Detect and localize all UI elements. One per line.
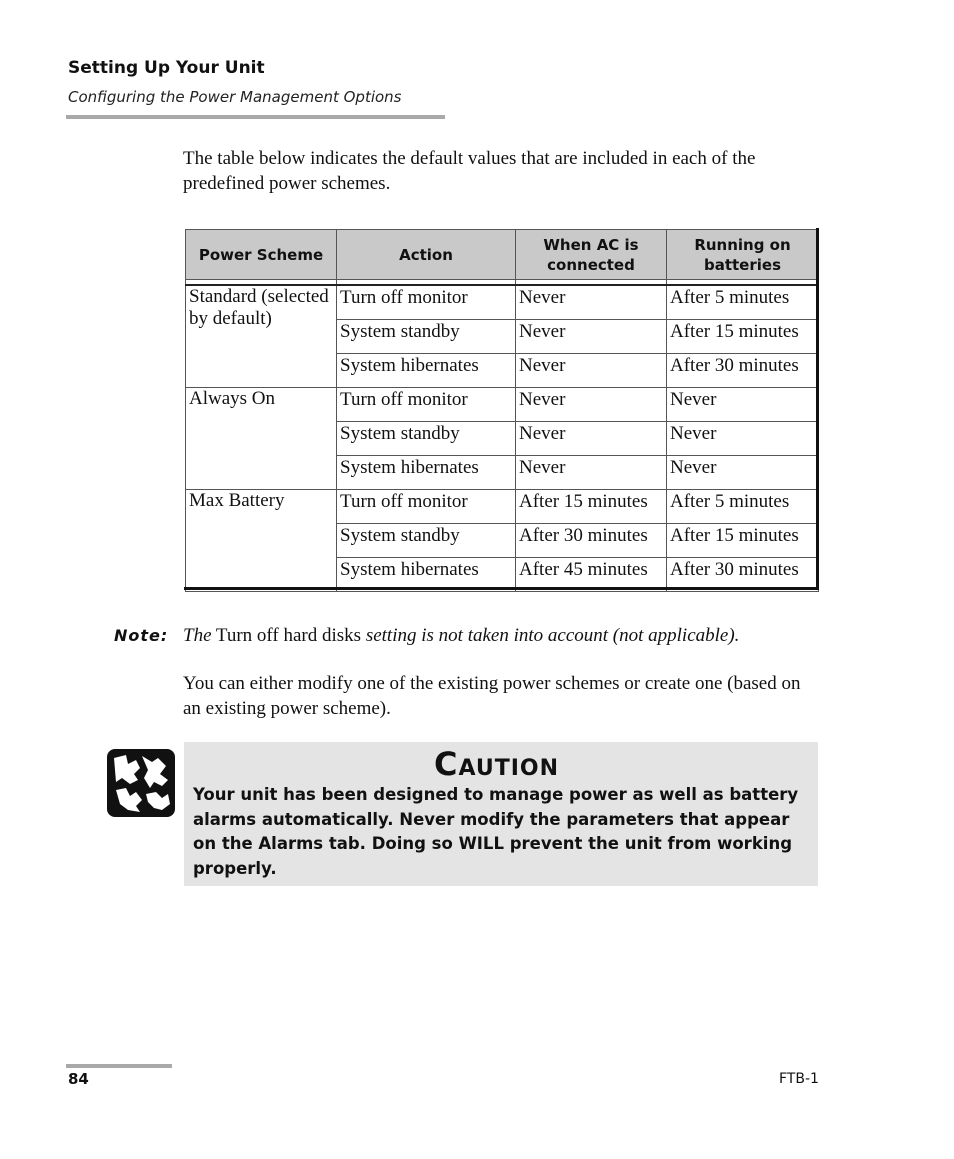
- column-header: Running on batteries: [667, 230, 819, 280]
- battery-cell: Never: [667, 422, 819, 456]
- caution-hand-icon: [106, 748, 176, 818]
- battery-cell: Never: [667, 456, 819, 490]
- battery-cell: After 30 minutes: [667, 558, 819, 592]
- modify-paragraph: You can either modify one of the existing power schemes or create one (based on an existing power scheme).: [183, 673, 801, 719]
- section-subtitle: Configuring the Power Management Options: [68, 88, 402, 106]
- page-number: 84: [68, 1070, 89, 1088]
- table-row: [186, 388, 819, 422]
- caution-title: Caution: [434, 745, 560, 783]
- battery-cell: After 5 minutes: [667, 285, 819, 320]
- ac-cell: After 45 minutes: [516, 558, 667, 592]
- note-text: [183, 623, 739, 648]
- note-label: Note:: [114, 626, 169, 645]
- table-row: [186, 285, 819, 320]
- battery-cell: After 15 minutes: [667, 524, 819, 558]
- table-row: [186, 490, 819, 524]
- ac-cell: Never: [516, 354, 667, 388]
- scheme-cell: Always On: [186, 388, 337, 490]
- action-cell: Turn off monitor: [337, 490, 516, 524]
- action-cell: Turn off monitor: [337, 285, 516, 320]
- note-term: Turn off hard disks: [215, 625, 362, 646]
- note-prefix: The: [183, 625, 212, 646]
- column-header: Power Scheme: [186, 230, 337, 280]
- ac-cell: After 30 minutes: [516, 524, 667, 558]
- table-header-row: [186, 230, 819, 280]
- ac-cell: After 15 minutes: [516, 490, 667, 524]
- section-title: Setting Up Your Unit: [68, 58, 265, 78]
- caution-text: Your unit has been designed to manage power as well as battery alarms automatically. Never modify the parameters that appear on the Alarms tab. Doing so WILL prevent the unit from working properly.: [193, 785, 799, 878]
- ac-cell: Never: [516, 388, 667, 422]
- scheme-cell: Standard (selected by default): [186, 285, 337, 388]
- battery-cell: Never: [667, 388, 819, 422]
- footer-rule: [66, 1064, 172, 1068]
- action-cell: System standby: [337, 422, 516, 456]
- ac-cell: Never: [516, 456, 667, 490]
- action-cell: System standby: [337, 524, 516, 558]
- ac-cell: Never: [516, 285, 667, 320]
- document-code: FTB-1: [779, 1071, 819, 1087]
- action-cell: Turn off monitor: [337, 388, 516, 422]
- battery-cell: After 30 minutes: [667, 354, 819, 388]
- ac-cell: Never: [516, 422, 667, 456]
- action-cell: System hibernates: [337, 558, 516, 592]
- scheme-cell: Max Battery: [186, 490, 337, 592]
- action-cell: System hibernates: [337, 354, 516, 388]
- header-rule: [66, 115, 445, 119]
- column-header: When AC is connected: [516, 230, 667, 280]
- battery-cell: After 15 minutes: [667, 320, 819, 354]
- power-scheme-table: [185, 229, 819, 592]
- battery-cell: After 5 minutes: [667, 490, 819, 524]
- note-suffix: setting is not taken into account (not applicable).: [365, 625, 740, 646]
- action-cell: System standby: [337, 320, 516, 354]
- ac-cell: Never: [516, 320, 667, 354]
- action-cell: System hibernates: [337, 456, 516, 490]
- intro-paragraph: The table below indicates the default values that are included in each of the predefined power schemes.: [183, 148, 756, 194]
- caution-box: [184, 742, 818, 886]
- column-header: Action: [337, 230, 516, 280]
